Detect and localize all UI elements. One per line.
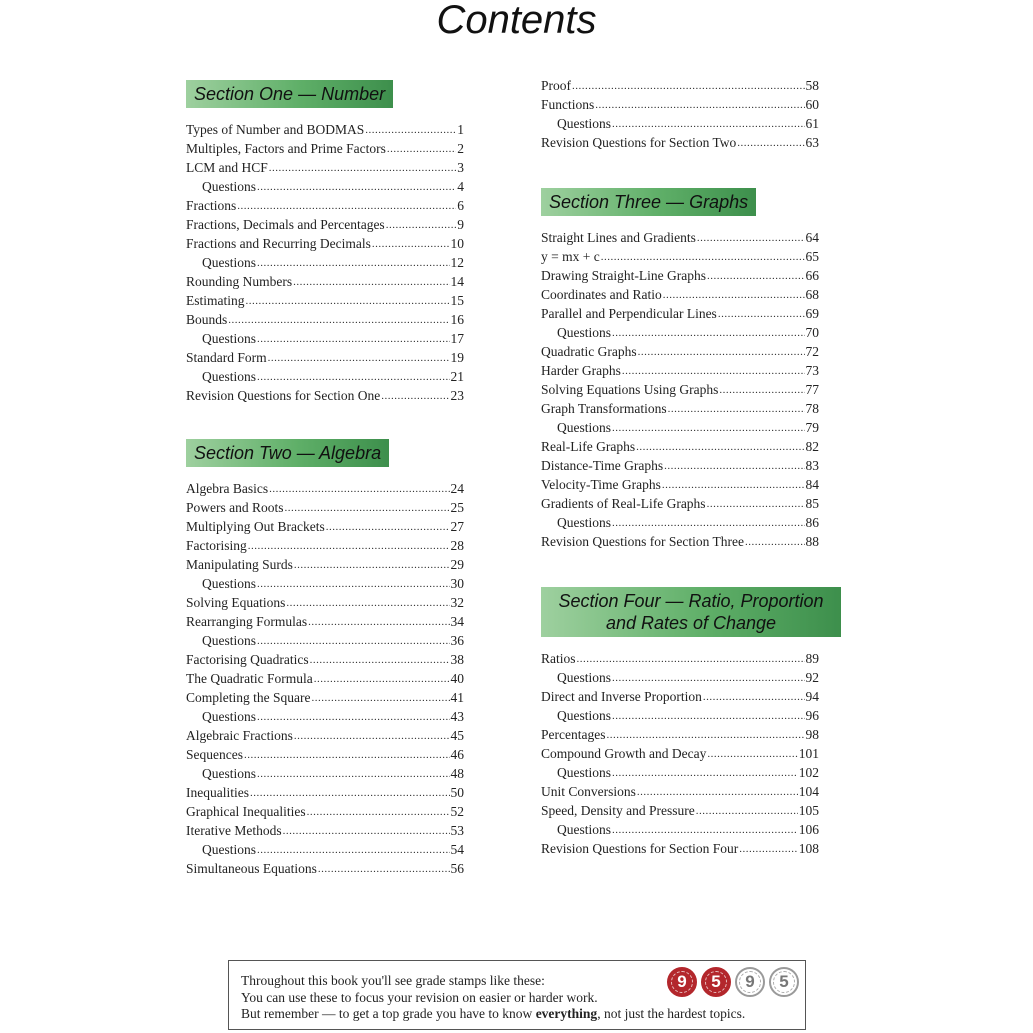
toc-entry <box>186 479 464 498</box>
toc-leader-dots <box>314 671 450 688</box>
toc-entry <box>541 532 819 551</box>
toc-entry <box>186 783 464 802</box>
toc-entry-title: Questions <box>202 576 256 591</box>
toc-entry-page: 92 <box>805 670 819 685</box>
toc-leader-dots <box>257 255 450 272</box>
left-column <box>186 80 464 878</box>
toc-entry <box>541 76 819 95</box>
toc-entry <box>541 494 819 513</box>
toc-entry-page: 65 <box>805 249 819 264</box>
toc-leader-dots <box>595 97 804 114</box>
toc-entry <box>186 253 464 272</box>
toc-entry-page: 101 <box>798 746 819 761</box>
toc-entry-page: 50 <box>450 785 464 800</box>
toc-entry <box>541 304 819 323</box>
toc-entry-title: Multiplying Out Brackets <box>186 519 325 534</box>
toc-entry <box>186 498 464 517</box>
toc-entry-page: 12 <box>450 255 464 270</box>
toc-leader-dots <box>244 747 450 764</box>
toc-entry <box>541 725 819 744</box>
toc-entry-page: 70 <box>805 325 819 340</box>
toc-leader-dots <box>737 135 804 152</box>
toc-entry-title: Algebra Basics <box>186 481 269 496</box>
toc-leader-dots <box>310 652 450 669</box>
toc-entry <box>541 668 819 687</box>
toc-leader-dots <box>257 766 450 783</box>
toc-leader-dots <box>606 727 804 744</box>
toc-leader-dots <box>257 576 450 593</box>
toc-entry-page: 28 <box>450 538 464 553</box>
toc-entry-title: The Quadratic Formula <box>186 671 313 686</box>
grade-stamp-5-red-icon: 5 <box>701 967 731 997</box>
toc-leader-dots <box>612 670 805 687</box>
toc-entry-page: 56 <box>450 861 464 876</box>
toc-entry-page: 15 <box>450 293 464 308</box>
toc-entry-title: Ratios <box>541 651 576 666</box>
toc-entry-page: 24 <box>450 481 464 496</box>
toc-leader-dots <box>707 746 797 763</box>
right-column <box>541 76 824 858</box>
toc-entry <box>186 688 464 707</box>
toc-entry-page: 48 <box>450 766 464 781</box>
toc-leader-dots <box>307 804 450 821</box>
toc-entry-title: Speed, Density and Pressure <box>541 803 695 818</box>
toc-entry-title: Functions <box>541 97 595 112</box>
toc-entry <box>186 593 464 612</box>
toc-entry <box>186 859 464 878</box>
toc-leader-dots <box>612 515 805 532</box>
toc-entry <box>186 177 464 196</box>
toc-entry <box>186 215 464 234</box>
toc-entry <box>541 285 819 304</box>
toc-entry-page: 9 <box>457 217 464 232</box>
toc-leader-dots <box>696 803 798 820</box>
toc-entry-title: y = mx + c <box>541 249 600 264</box>
grade-stamps <box>667 967 799 997</box>
toc-entry <box>186 196 464 215</box>
toc-entry-page: 53 <box>450 823 464 838</box>
toc-entry-title: Factorising Quadratics <box>186 652 309 667</box>
section-two-continued-list <box>541 76 819 152</box>
toc-entry-title: Compound Growth and Decay <box>541 746 707 761</box>
toc-leader-dots <box>293 274 449 291</box>
toc-entry-page: 1 <box>457 122 464 137</box>
toc-entry-page: 4 <box>457 179 464 194</box>
toc-entry <box>186 139 464 158</box>
toc-entry-title: Questions <box>557 822 611 837</box>
toc-entry-title: Questions <box>202 842 256 857</box>
toc-entry-title: Questions <box>557 515 611 530</box>
toc-entry-title: Fractions and Recurring Decimals <box>186 236 371 251</box>
toc-entry <box>541 687 819 706</box>
toc-entry-title: Powers and Roots <box>186 500 284 515</box>
toc-entry-title: Standard Form <box>186 350 267 365</box>
toc-entry <box>541 114 819 133</box>
section-four-list <box>541 649 819 858</box>
toc-entry-page: 64 <box>805 230 819 245</box>
toc-entry-title: Inequalities <box>186 785 249 800</box>
toc-entry-title: Solving Equations Using Graphs <box>541 382 719 397</box>
toc-leader-dots <box>283 823 450 840</box>
toc-leader-dots <box>707 268 805 285</box>
toc-entry <box>541 418 819 437</box>
toc-entry-title: Parallel and Perpendicular Lines <box>541 306 717 321</box>
toc-entry-title: Questions <box>557 420 611 435</box>
toc-entry <box>186 612 464 631</box>
toc-entry-title: Rearranging Formulas <box>186 614 308 629</box>
toc-entry-page: 66 <box>805 268 819 283</box>
toc-entry <box>186 726 464 745</box>
toc-entry-title: Proof <box>541 78 571 93</box>
section-three-heading: Section Three — Graphs <box>541 188 756 216</box>
toc-leader-dots <box>668 401 805 418</box>
toc-entry <box>186 272 464 291</box>
toc-entry-title: Sequences <box>186 747 243 762</box>
toc-entry-page: 72 <box>805 344 819 359</box>
section-four-heading-line2: and Rates of Change <box>605 613 777 633</box>
toc-entry-title: Graphical Inequalities <box>186 804 306 819</box>
toc-entry-title: LCM and HCF <box>186 160 268 175</box>
section-one-list <box>186 120 464 405</box>
toc-entry-page: 98 <box>805 727 819 742</box>
toc-entry <box>186 158 464 177</box>
toc-leader-dots <box>294 728 450 745</box>
toc-leader-dots <box>286 595 449 612</box>
toc-leader-dots <box>636 439 804 456</box>
toc-entry-title: Straight Lines and Gradients <box>541 230 696 245</box>
toc-entry-page: 14 <box>450 274 464 289</box>
toc-entry-title: Direct and Inverse Proportion <box>541 689 702 704</box>
toc-leader-dots <box>719 382 804 399</box>
toc-entry <box>186 631 464 650</box>
toc-entry-page: 25 <box>450 500 464 515</box>
toc-leader-dots <box>257 633 450 650</box>
toc-entry-title: Questions <box>202 331 256 346</box>
toc-entry <box>541 763 819 782</box>
toc-entry <box>541 247 819 266</box>
toc-leader-dots <box>386 217 457 234</box>
toc-entry-title: Revision Questions for Section Three <box>541 534 744 549</box>
toc-entry <box>186 707 464 726</box>
toc-entry-title: Quadratic Graphs <box>541 344 637 359</box>
toc-entry-title: Rounding Numbers <box>186 274 293 289</box>
toc-entry-title: Distance-Time Graphs <box>541 458 664 473</box>
toc-entry-page: 38 <box>450 652 464 667</box>
note-line-3-bold: everything <box>535 1006 598 1021</box>
toc-entry-title: Harder Graphs <box>541 363 621 378</box>
grade-stamp-9-red-icon: 9 <box>667 967 697 997</box>
toc-entry-title: Simultaneous Equations <box>186 861 317 876</box>
toc-entry <box>541 361 819 380</box>
toc-entry-title: Revision Questions for Section Four <box>541 841 739 856</box>
toc-leader-dots <box>381 388 449 405</box>
toc-entry <box>186 234 464 253</box>
toc-entry-title: Questions <box>557 325 611 340</box>
toc-entry-title: Unit Conversions <box>541 784 636 799</box>
toc-entry <box>541 323 819 342</box>
toc-leader-dots <box>237 198 456 215</box>
toc-leader-dots <box>663 287 805 304</box>
toc-entry <box>541 839 819 858</box>
grade-stamp-5-grey-icon: 5 <box>769 967 799 997</box>
toc-entry <box>186 669 464 688</box>
toc-entry-title: Questions <box>557 765 611 780</box>
toc-entry-page: 78 <box>805 401 819 416</box>
toc-entry-page: 36 <box>450 633 464 648</box>
toc-entry <box>186 802 464 821</box>
toc-entry <box>541 801 819 820</box>
section-two-heading: Section Two — Algebra <box>186 439 389 467</box>
toc-entry-page: 45 <box>450 728 464 743</box>
toc-entry <box>186 120 464 139</box>
toc-leader-dots <box>707 496 805 513</box>
toc-entry-title: Algebraic Fractions <box>186 728 293 743</box>
toc-entry-title: Questions <box>202 766 256 781</box>
toc-leader-dots <box>662 477 805 494</box>
toc-entry-page: 108 <box>798 841 819 856</box>
toc-entry-title: Questions <box>202 179 256 194</box>
toc-entry-title: Bounds <box>186 312 228 327</box>
toc-entry-page: 89 <box>805 651 819 666</box>
toc-entry-page: 34 <box>450 614 464 629</box>
toc-entry <box>541 342 819 361</box>
toc-leader-dots <box>257 331 450 348</box>
toc-entry <box>541 649 819 668</box>
note-line-1: Throughout this book you'll see grade stamps like these: <box>241 973 545 988</box>
toc-entry <box>541 706 819 725</box>
toc-leader-dots <box>257 179 456 196</box>
toc-entry-page: 105 <box>798 803 819 818</box>
toc-leader-dots <box>572 78 805 95</box>
toc-entry-page: 58 <box>805 78 819 93</box>
toc-entry <box>541 782 819 801</box>
toc-leader-dots <box>387 141 456 158</box>
toc-entry <box>186 555 464 574</box>
toc-leader-dots <box>612 325 805 342</box>
toc-entry-title: Types of Number and BODMAS <box>186 122 365 137</box>
toc-entry-title: Fractions, Decimals and Percentages <box>186 217 385 232</box>
toc-entry <box>541 228 819 247</box>
toc-entry-page: 29 <box>450 557 464 572</box>
toc-entry-title: Questions <box>202 709 256 724</box>
toc-entry-page: 6 <box>457 198 464 213</box>
toc-entry <box>541 95 819 114</box>
toc-entry <box>186 517 464 536</box>
toc-entry <box>186 536 464 555</box>
toc-entry-title: Questions <box>202 369 256 384</box>
toc-leader-dots <box>612 708 805 725</box>
toc-leader-dots <box>637 784 798 801</box>
toc-entry-page: 10 <box>450 236 464 251</box>
section-one-heading: Section One — Number <box>186 80 393 108</box>
toc-entry-page: 84 <box>805 477 819 492</box>
toc-entry <box>186 329 464 348</box>
toc-entry-page: 40 <box>450 671 464 686</box>
toc-entry-page: 60 <box>805 97 819 112</box>
toc-entry-page: 73 <box>805 363 819 378</box>
toc-leader-dots <box>365 122 456 139</box>
toc-entry-page: 68 <box>805 287 819 302</box>
toc-entry <box>186 821 464 840</box>
toc-entry-title: Solving Equations <box>186 595 286 610</box>
toc-entry-title: Questions <box>202 633 256 648</box>
section-four-heading-line1: Section Four — Ratio, Proportion <box>558 591 824 611</box>
toc-entry-title: Questions <box>202 255 256 270</box>
toc-entry-page: 2 <box>457 141 464 156</box>
toc-entry-page: 106 <box>798 822 819 837</box>
toc-entry-page: 41 <box>450 690 464 705</box>
toc-entry-page: 94 <box>805 689 819 704</box>
toc-entry <box>186 745 464 764</box>
toc-entry <box>541 399 819 418</box>
toc-entry <box>186 574 464 593</box>
toc-entry <box>186 310 464 329</box>
toc-leader-dots <box>326 519 450 536</box>
toc-entry-page: 79 <box>805 420 819 435</box>
toc-entry-page: 61 <box>805 116 819 131</box>
toc-entry-title: Gradients of Real-Life Graphs <box>541 496 706 511</box>
toc-leader-dots <box>294 557 450 574</box>
toc-leader-dots <box>697 230 805 247</box>
toc-entry <box>541 744 819 763</box>
toc-entry <box>186 386 464 405</box>
toc-leader-dots <box>372 236 450 253</box>
toc-leader-dots <box>311 690 449 707</box>
toc-entry-page: 82 <box>805 439 819 454</box>
toc-entry-page: 43 <box>450 709 464 724</box>
toc-leader-dots <box>246 293 450 310</box>
toc-entry-page: 27 <box>450 519 464 534</box>
toc-entry-page: 77 <box>805 382 819 397</box>
toc-entry-page: 54 <box>450 842 464 857</box>
toc-entry-title: Manipulating Surds <box>186 557 293 572</box>
toc-leader-dots <box>612 822 798 839</box>
toc-entry-title: Velocity-Time Graphs <box>541 477 661 492</box>
toc-leader-dots <box>601 249 805 266</box>
toc-leader-dots <box>612 116 805 133</box>
toc-entry-page: 30 <box>450 576 464 591</box>
toc-entry-title: Estimating <box>186 293 245 308</box>
toc-entry-page: 85 <box>805 496 819 511</box>
toc-leader-dots <box>257 369 450 386</box>
toc-leader-dots <box>703 689 805 706</box>
toc-entry-page: 83 <box>805 458 819 473</box>
toc-entry-page: 86 <box>805 515 819 530</box>
toc-leader-dots <box>285 500 450 517</box>
toc-entry-page: 46 <box>450 747 464 762</box>
toc-leader-dots <box>612 765 798 782</box>
page-title: Contents <box>436 0 597 42</box>
toc-leader-dots <box>250 785 450 802</box>
note-line-3-pre: But remember — to get a top grade you have to know <box>241 1006 536 1021</box>
toc-entry-page: 52 <box>450 804 464 819</box>
toc-entry-title: Multiples, Factors and Prime Factors <box>186 141 386 156</box>
toc-entry <box>541 266 819 285</box>
toc-entry <box>186 291 464 310</box>
toc-leader-dots <box>308 614 449 631</box>
section-four-heading <box>541 587 841 637</box>
toc-leader-dots <box>622 363 805 380</box>
toc-leader-dots <box>248 538 450 555</box>
toc-entry-page: 23 <box>450 388 464 403</box>
toc-entry-page: 17 <box>450 331 464 346</box>
toc-entry-title: Percentages <box>541 727 606 742</box>
toc-entry-title: Fractions <box>186 198 237 213</box>
toc-entry <box>186 840 464 859</box>
toc-leader-dots <box>739 841 798 858</box>
toc-entry-page: 63 <box>805 135 819 150</box>
toc-leader-dots <box>257 842 450 859</box>
toc-entry-title: Questions <box>557 708 611 723</box>
toc-entry-title: Revision Questions for Section Two <box>541 135 737 150</box>
toc-entry <box>186 764 464 783</box>
toc-leader-dots <box>612 420 805 437</box>
toc-entry <box>541 475 819 494</box>
grade-stamps-note <box>228 960 806 1030</box>
toc-entry-page: 69 <box>805 306 819 321</box>
toc-entry-title: Questions <box>557 116 611 131</box>
note-line-3-post: , not just the hardest topics. <box>597 1006 746 1021</box>
toc-entry-title: Coordinates and Ratio <box>541 287 662 302</box>
toc-entry-title: Revision Questions for Section One <box>186 388 381 403</box>
toc-entry <box>186 650 464 669</box>
toc-leader-dots <box>638 344 805 361</box>
toc-entry-page: 16 <box>450 312 464 327</box>
toc-leader-dots <box>745 534 805 551</box>
toc-leader-dots <box>318 861 450 878</box>
toc-entry-page: 104 <box>798 784 819 799</box>
toc-entry <box>186 348 464 367</box>
toc-entry-page: 21 <box>450 369 464 384</box>
toc-entry-title: Drawing Straight-Line Graphs <box>541 268 706 283</box>
toc-entry <box>541 380 819 399</box>
toc-entry <box>541 456 819 475</box>
toc-entry-page: 3 <box>457 160 464 175</box>
toc-leader-dots <box>257 709 450 726</box>
toc-leader-dots <box>268 350 450 367</box>
toc-entry-title: Iterative Methods <box>186 823 282 838</box>
toc-entry <box>541 133 819 152</box>
note-line-3 <box>241 1006 793 1023</box>
toc-leader-dots <box>718 306 805 323</box>
toc-entry-title: Real-Life Graphs <box>541 439 636 454</box>
toc-leader-dots <box>577 651 805 668</box>
toc-entry <box>186 367 464 386</box>
grade-stamp-9-grey-icon: 9 <box>735 967 765 997</box>
toc-entry-page: 32 <box>450 595 464 610</box>
toc-entry <box>541 513 819 532</box>
toc-entry-title: Graph Transformations <box>541 401 667 416</box>
toc-entry-page: 96 <box>805 708 819 723</box>
note-line-2: You can use these to focus your revision on easier or harder work. <box>241 989 598 1005</box>
toc-leader-dots <box>664 458 804 475</box>
toc-entry-page: 102 <box>798 765 819 780</box>
toc-entry-page: 19 <box>450 350 464 365</box>
toc-entry-page: 88 <box>805 534 819 549</box>
toc-leader-dots <box>269 160 456 177</box>
toc-entry-title: Completing the Square <box>186 690 311 705</box>
toc-entry-title: Factorising <box>186 538 247 553</box>
section-three-list <box>541 228 819 551</box>
toc-entry-title: Questions <box>557 670 611 685</box>
toc-entry <box>541 820 819 839</box>
section-two-list <box>186 479 464 878</box>
toc-entry <box>541 437 819 456</box>
toc-leader-dots <box>269 481 449 498</box>
toc-leader-dots <box>228 312 449 329</box>
